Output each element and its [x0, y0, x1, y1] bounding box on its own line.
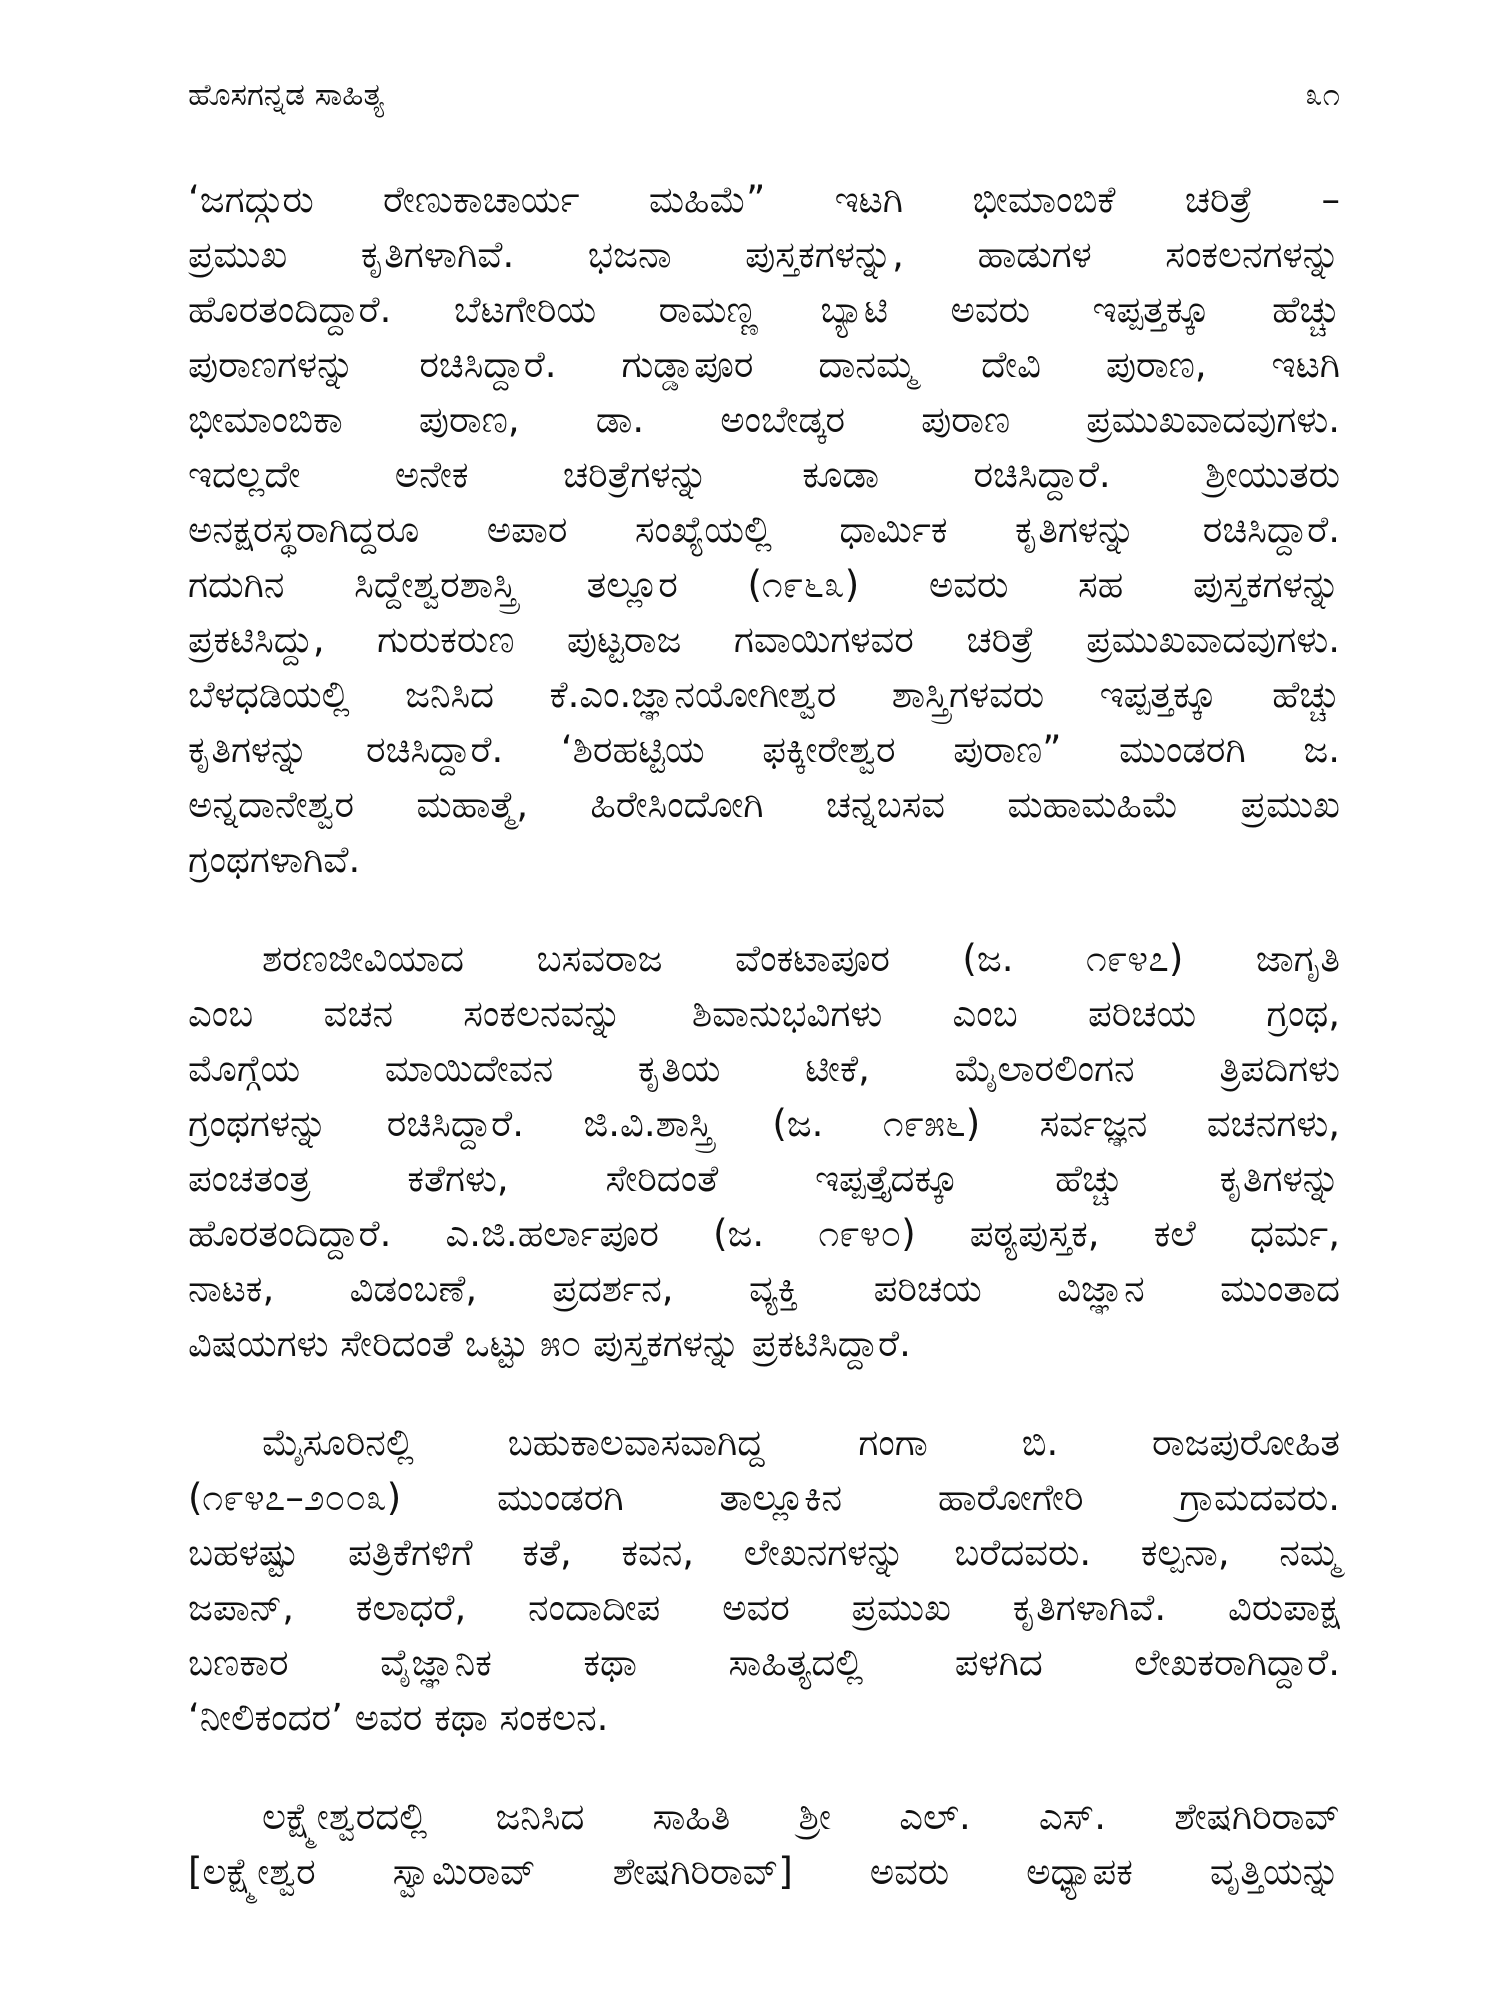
text-line: ಇದಲ್ಲದೇ ಅನೇಕ ಚರಿತ್ರೆಗಳನ್ನು ಕೂಡಾ ರಚಿಸಿದ್ದಾರೆ. ಶ್ರೀಯುತರು — [188, 453, 1340, 496]
text-line: ಬಣಕಾರ ವೈಜ್ಞಾನಿಕ ಕಥಾ ಸಾಹಿತ್ಯದಲ್ಲಿ ಪಳಗಿದ ಲೇಖಕರಾಗಿದ್ದಾರೆ. — [188, 1641, 1340, 1684]
text-line: ವಿಷಯಗಳು ಸೇರಿದಂತೆ ಒಟ್ಟು ೫೦ ಪುಸ್ತಕಗಳನ್ನು ಪ್ರಕಟಿಸಿದ್ದಾರೆ. — [188, 1322, 911, 1365]
text-line: ನಾಟಕ, ವಿಡಂಬಣೆ, ಪ್ರದರ್ಶನ, ವ್ಯಕ್ತಿ ಪರಿಚಯ ವಿಜ್ಞಾನ ಮುಂತಾದ — [188, 1267, 1340, 1310]
text-line: ಎಂಬ ವಚನ ಸಂಕಲನವನ್ನು ಶಿವಾನುಭವಿಗಳು ಎಂಬ ಪರಿಚಯ ಗ್ರಂಥ, — [188, 992, 1340, 1035]
text-line: ‘ನೀಲಿಕಂದರ’ ಅವರ ಕಥಾ ಸಂಕಲನ. — [188, 1696, 609, 1739]
text-line: ಕೃತಿಗಳನ್ನು ರಚಿಸಿದ್ದಾರೆ. ‘ಶಿರಹಟ್ಟಿಯ ಫಕ್ಕೀರೇಶ್ವರ ಪುರಾಣ” ಮುಂಡರಗಿ ಜ. — [188, 728, 1340, 771]
paragraph-2 — [188, 931, 1340, 1371]
paragraph-1 — [188, 172, 1340, 887]
text-line: ಗದುಗಿನ ಸಿದ್ದೇಶ್ವರಶಾಸ್ತ್ರಿ ತಲ್ಲೂರ (೧೯೬೩) ಅವರು ಸಹ ಪುಸ್ತಕಗಳನ್ನು — [188, 563, 1340, 606]
text-line: ಅನಕ್ಷರಸ್ಥರಾಗಿದ್ದರೂ ಅಪಾರ ಸಂಖ್ಯೆಯಲ್ಲಿ ಧಾರ್ಮಿಕ ಕೃತಿಗಳನ್ನು ರಚಿಸಿದ್ದಾರೆ. — [188, 508, 1340, 551]
running-title: ಹೊಸಗನ್ನಡ ಸಾಹಿತ್ಯ — [188, 76, 385, 113]
text-line: ಬೆಳಧಡಿಯಲ್ಲಿ ಜನಿಸಿದ ಕೆ.ಎಂ.ಜ್ಞಾನಯೋಗೀಶ್ವರ ಶಾಸ್ತ್ರಿಗಳವರು ಇಪ್ಪತ್ತಕ್ಕೂ ಹೆಚ್ಚು — [188, 673, 1340, 716]
text-line: ಶರಣಜೀವಿಯಾದ ಬಸವರಾಜ ವೆಂಕಟಾಪೂರ (ಜ. ೧೯೪೭) ಜಾಗೃತಿ — [262, 937, 1340, 980]
text-line: ಪ್ರಕಟಿಸಿದ್ದು, ಗುರುಕರುಣ ಪುಟ್ಟರಾಜ ಗವಾಯಿಗಳವರ ಚರಿತ್ರೆ ಪ್ರಮುಖವಾದವುಗಳು. — [188, 618, 1340, 661]
text-line: ಜಪಾನ್, ಕಲಾಧರೆ, ನಂದಾದೀಪ ಅವರ ಪ್ರಮುಖ ಕೃತಿಗಳಾಗಿವೆ. ವಿರುಪಾಕ್ಷ — [188, 1586, 1340, 1629]
text-line: [ಲಕ್ಷ್ಮೇಶ್ವರ ಸ್ವಾಮಿರಾವ್ ಶೇಷಗಿರಿರಾವ್] ಅವರು ಅಧ್ಯಾಪಕ ವೃತ್ತಿಯನ್ನು — [188, 1850, 1340, 1893]
paragraph-4 — [188, 1789, 1340, 1899]
text-line: ಹೊರತಂದಿದ್ದಾರೆ. ಬೆಟಗೇರಿಯ ರಾಮಣ್ಣ ಬ್ಯಾಟಿ ಅವರು ಇಪ್ಪತ್ತಕ್ಕೂ ಹೆಚ್ಚು — [188, 288, 1340, 331]
body-text — [188, 172, 1340, 1943]
text-line: ಪ್ರಮುಖ ಕೃತಿಗಳಾಗಿವೆ. ಭಜನಾ ಪುಸ್ತಕಗಳನ್ನು, ಹಾಡುಗಳ ಸಂಕಲನಗಳನ್ನು — [188, 233, 1340, 276]
text-line: ಪಂಚತಂತ್ರ ಕತೆಗಳು, ಸೇರಿದಂತೆ ಇಪ್ಪತ್ತೈದಕ್ಕೂ ಹೆಚ್ಚು ಕೃತಿಗಳನ್ನು — [188, 1157, 1340, 1200]
text-line: ಮೈಸೂರಿನಲ್ಲಿ ಬಹುಕಾಲವಾಸವಾಗಿದ್ದ ಗಂಗಾ ಬಿ. ರಾಜಪುರೋಹಿತ — [262, 1421, 1340, 1464]
text-line: ಹೊರತಂದಿದ್ದಾರೆ. ಎ.ಜಿ.ಹರ್ಲಾಪೂರ (ಜ. ೧೯೪೦) ಪಠ್ಯಪುಸ್ತಕ, ಕಲೆ ಧರ್ಮ, — [188, 1212, 1340, 1255]
text-line: ಮೊಗ್ಗೆಯ ಮಾಯಿದೇವನ ಕೃತಿಯ ಟೀಕೆ, ಮೈಲಾರಲಿಂಗನ ತ್ರಿಪದಿಗಳು — [188, 1047, 1340, 1090]
text-line: ಭೀಮಾಂಬಿಕಾ ಪುರಾಣ, ಡಾ. ಅಂಬೇಡ್ಕರ ಪುರಾಣ ಪ್ರಮುಖವಾದವುಗಳು. — [188, 398, 1340, 441]
text-line: ಪುರಾಣಗಳನ್ನು ರಚಿಸಿದ್ದಾರೆ. ಗುಡ್ಡಾಪೂರ ದಾನಮ್ಮ ದೇವಿ ಪುರಾಣ, ಇಟಗಿ — [188, 343, 1340, 386]
text-line: ಗ್ರಂಥಗಳನ್ನು ರಚಿಸಿದ್ದಾರೆ. ಜಿ.ವಿ.ಶಾಸ್ತ್ರಿ (ಜ. ೧೯೫೬) ಸರ್ವಜ್ಞನ ವಚನಗಳು, — [188, 1102, 1340, 1145]
page-number: ೩೧ — [1305, 76, 1340, 113]
text-line: ಲಕ್ಷ್ಮೇಶ್ವರದಲ್ಲಿ ಜನಿಸಿದ ಸಾಹಿತಿ ಶ್ರೀ ಎಲ್. ಎಸ್. ಶೇಷಗಿರಿರಾವ್ — [262, 1795, 1340, 1838]
paragraph-3 — [188, 1415, 1340, 1745]
text-line: (೧೯೪೭–೨೦೦೩) ಮುಂಡರಗಿ ತಾಲ್ಲೂಕಿನ ಹಾರೋಗೇರಿ ಗ್ರಾಮದವರು. — [188, 1476, 1340, 1519]
running-header — [188, 70, 1340, 120]
text-line: ‘ಜಗದ್ಗುರು ರೇಣುಕಾಚಾರ್ಯ ಮಹಿಮೆ” ಇಟಗಿ ಭೀಮಾಂಬಿಕೆ ಚರಿತ್ರೆ – — [188, 178, 1340, 221]
text-line: ಅನ್ನದಾನೇಶ್ವರ ಮಹಾತ್ಮೆ, ಹಿರೇಸಿಂದೋಗಿ ಚನ್ನಬಸವ ಮಹಾಮಹಿಮೆ ಪ್ರಮುಖ — [188, 783, 1340, 826]
text-line: ಗ್ರಂಥಗಳಾಗಿವೆ. — [188, 838, 361, 881]
text-line: ಬಹಳಷ್ಟು ಪತ್ರಿಕೆಗಳಿಗೆ ಕತೆ, ಕವನ, ಲೇಖನಗಳನ್ನು ಬರೆದವರು. ಕಲ್ಪನಾ, ನಮ್ಮ — [188, 1531, 1340, 1574]
